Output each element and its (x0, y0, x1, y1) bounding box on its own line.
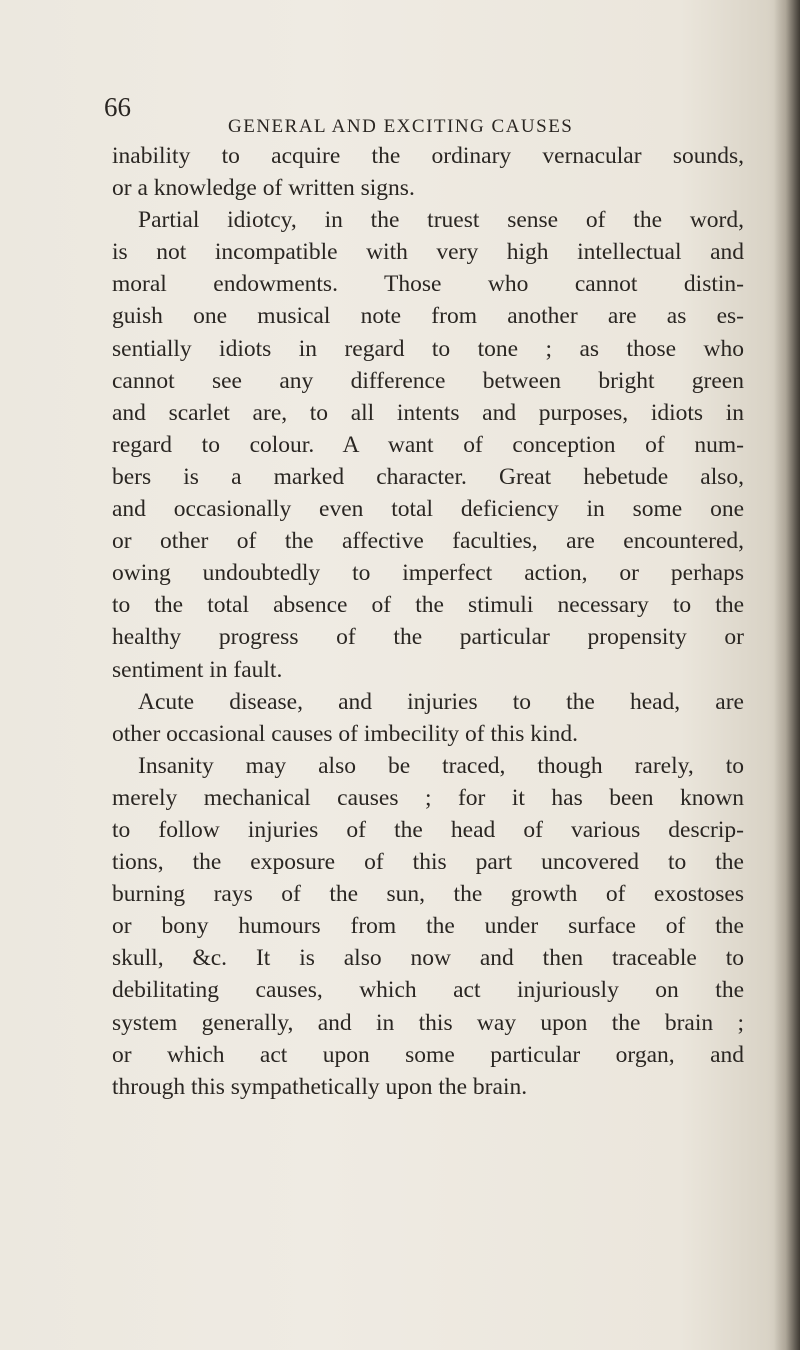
text-line: skull, &c. It is also now and then traceable to (112, 945, 744, 972)
text-line: sentiment in fault. (112, 656, 283, 683)
text-line: and scarlet are, to all intents and purposes, idiots in (112, 399, 744, 426)
text-line: merely mechanical causes ; for it has been known (112, 784, 744, 811)
text-line: and occasionally even total deficiency in some one (112, 496, 744, 523)
text-line: Acute disease, and injuries to the head, are (138, 688, 744, 715)
text-line: or a knowledge of written signs. (112, 175, 415, 202)
text-line: other occasional causes of imbecility of this kind. (112, 720, 578, 747)
text-line: regard to colour. A want of conception of num- (112, 431, 744, 458)
text-line: system generally, and in this way upon the brain ; (112, 1009, 744, 1036)
text-line: or other of the affective faculties, are encountered, (112, 528, 744, 555)
text-line: to the total absence of the stimuli necessary to the (112, 592, 744, 619)
running-title: GENERAL AND EXCITING CAUSES (228, 116, 574, 137)
page-edge-shadow (774, 0, 800, 1350)
text-line: burning rays of the sun, the growth of exostoses (112, 881, 744, 908)
text-line: to follow injuries of the head of various descrip- (112, 816, 744, 843)
body-text (112, 140, 744, 1103)
text-line: inability to acquire the ordinary vernacular sounds, (112, 143, 744, 169)
text-line: cannot see any difference between bright green (112, 367, 744, 394)
page-number: 66 (104, 92, 131, 122)
text-line: sentially idiots in regard to tone ; as those who (112, 335, 744, 362)
text-line: Insanity may also be traced, though rarely, to (138, 752, 744, 779)
text-line: bers is a marked character. Great hebetude also, (112, 463, 744, 490)
text-line: healthy progress of the particular propensity or (112, 624, 744, 651)
text-line: debilitating causes, which act injuriously on the (112, 977, 744, 1004)
text-line: guish one musical note from another are as es- (112, 303, 744, 330)
text-line: Partial idiotcy, in the truest sense of the word, (138, 207, 744, 234)
text-line: owing undoubtedly to imperfect action, or perhaps (112, 560, 744, 587)
text-line: moral endowments. Those who cannot distin- (112, 271, 744, 298)
text-line: or bony humours from the under surface of the (112, 913, 744, 940)
text-line: through this sympathetically upon the brain. (112, 1073, 528, 1100)
text-line: or which act upon some particular organ, and (112, 1041, 744, 1068)
text-line: is not incompatible with very high intellectual and (112, 239, 744, 266)
text-line: tions, the exposure of this part uncovered to the (112, 849, 744, 876)
